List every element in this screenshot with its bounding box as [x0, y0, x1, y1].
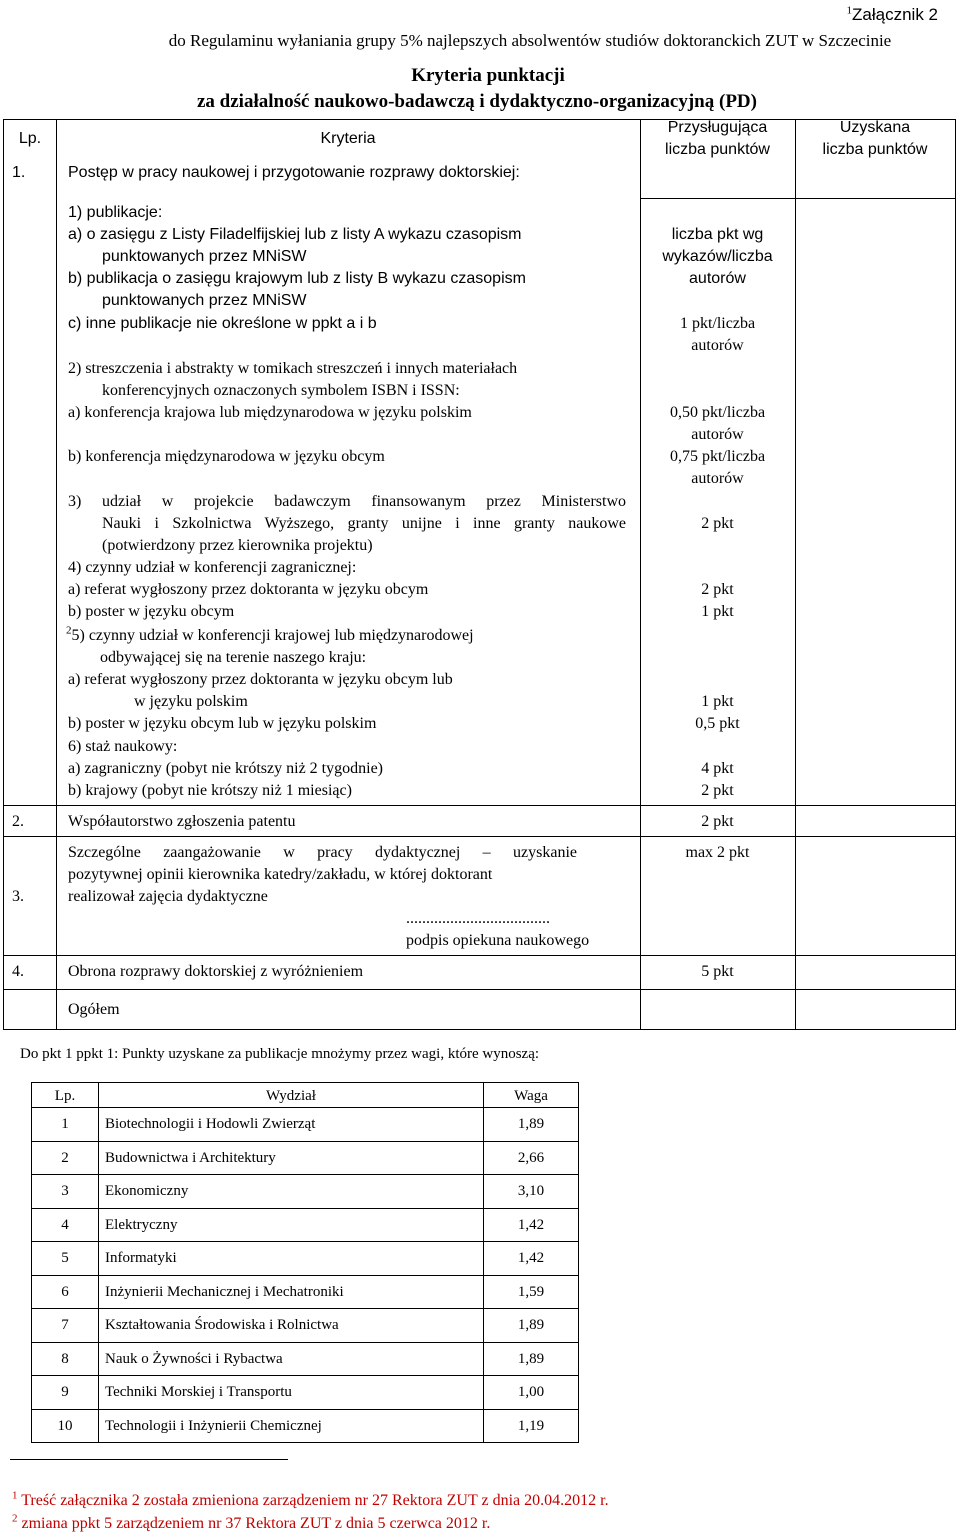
col-kryteria: Kryteria [320, 130, 376, 147]
item-6: 6) staż naukowy: [68, 738, 178, 755]
section-3-text: Szczególne zaangażowanie w pracy dydaktycznej – uzyskanie [68, 844, 577, 861]
weights-col-lp: Lp. [32, 1083, 99, 1108]
item-5a-cont: w języku polskim [134, 693, 248, 710]
points-2: 2 pkt [701, 813, 734, 830]
row-weight: 1,42 [484, 1208, 579, 1242]
section-3-text-3: realizował zajęcia dydaktyczne [68, 888, 268, 905]
points-3-max: max 2 pkt [685, 844, 750, 861]
item-5a: a) referat wygłoszony przez doktoranta w języku obcym lub [68, 671, 453, 688]
row-weight: 1,89 [484, 1108, 579, 1142]
section-3-num: 3. [12, 888, 24, 905]
row-weight: 1,89 [484, 1342, 579, 1376]
col-lp: Lp. [18, 130, 42, 147]
row-faculty: Nauk o Żywności i Rybactwa [99, 1342, 484, 1376]
table-row [32, 1242, 579, 1276]
footnote-1: $^1$ Treść załącznika 2 została zmieniona zarządzeniem nr 27 Rektora ZUT z dnia 20.04.2012 r. [12, 1489, 609, 1509]
weights-table [31, 1082, 579, 1443]
points-1ab: liczba pkt wg [671, 226, 764, 243]
page-title: Kryteria punktacji [411, 65, 565, 86]
points-2b: 0,75 pkt/liczba [669, 448, 766, 465]
section-2-text: Współautorstwo zgłoszenia patentu [68, 813, 296, 830]
row-num: 8 [32, 1342, 99, 1376]
row-weight: 1,59 [484, 1275, 579, 1309]
item-3-cont-2: (potwierdzony przez kierownika projektu) [102, 537, 373, 554]
item-2-cont: konferencyjnych oznaczonych symbolem ISBN i ISSN: [102, 382, 460, 399]
col-przyslugujaca-2: liczba punktów [665, 141, 770, 158]
row-num: 5 [32, 1242, 99, 1276]
row-faculty: Informatyki [99, 1242, 484, 1276]
regulation-line: do Regulaminu wyłaniania grupy 5% najlepszych absolwentów studiów doktoranckich ZUT w Szczecinie [168, 31, 892, 50]
table-row [32, 1175, 579, 1209]
row-weight: 3,10 [484, 1175, 579, 1209]
row-faculty: Inżynierii Mechanicznej i Mechatroniki [99, 1275, 484, 1309]
row-num: 1 [32, 1108, 99, 1142]
signature-dots: .................................... [406, 910, 550, 927]
rule [3, 955, 956, 956]
item-1a: a) o zasięgu z Listy Filadelfijskiej lub z listy A wykazu czasopism [68, 226, 522, 243]
row-num: 4 [32, 1208, 99, 1242]
section-4-text: Obrona rozprawy doktorskiej z wyróżnieniem [68, 963, 364, 980]
points-2a-2: autorów [691, 426, 744, 443]
row-num: 2 [32, 1141, 99, 1175]
item-1a-cont: punktowanych przez MNiSW [102, 248, 307, 265]
rule [955, 119, 956, 1030]
row-faculty: Techniki Morskiej i Transportu [99, 1376, 484, 1410]
points-5a: 1 pkt [701, 693, 734, 710]
weights-header-row [32, 1083, 579, 1108]
item-6b: b) krajowy (pobyt nie krótszy niż 1 miesiąc) [68, 782, 352, 799]
table-row [32, 1342, 579, 1376]
row-num: 10 [32, 1409, 99, 1443]
rule [640, 198, 956, 199]
signature-label: podpis opiekuna naukowego [406, 932, 590, 949]
section-4-num: 4. [12, 963, 24, 980]
footnote-ref-2: 2 [66, 624, 72, 637]
row-faculty: Kształtowania Środowiska i Rolnictwa [99, 1309, 484, 1343]
item-3-cont: Nauki i Szkolnictwa Wyższego, granty unijne i inne granty naukowe [102, 515, 626, 532]
rule [56, 119, 57, 1030]
item-4: 4) czynny udział w konferencji zagranicznej: [68, 559, 357, 576]
points-1ab-3: autorów [689, 270, 746, 287]
row-weight: 1,42 [484, 1242, 579, 1276]
points-1c: 1 pkt/liczba [679, 315, 756, 332]
item-5: $^2$5) czynny udział w konferencji krajowej lub międzynarodowej [66, 624, 474, 644]
item-1c: c) inne publikacje nie określone w ppkt a i b [68, 315, 377, 332]
footnote-separator [10, 1459, 288, 1460]
section-2-num: 2. [12, 813, 24, 830]
page-subtitle: za działalność naukowo-badawczą i dydaktyczno-organizacyjną (PD) [197, 91, 757, 112]
row-weight: 1,89 [484, 1309, 579, 1343]
points-4a: 2 pkt [701, 581, 734, 598]
total-label: Ogółem [68, 1001, 120, 1018]
row-faculty: Budownictwa i Architektury [99, 1141, 484, 1175]
points-2a: 0,50 pkt/liczba [669, 404, 766, 421]
points-1c-2: autorów [691, 337, 744, 354]
footnote-2-num: 2 [12, 1512, 18, 1525]
item-1b: b) publikacja o zasięgu krajowym lub z listy B wykazu czasopism [68, 270, 526, 287]
points-3: 2 pkt [701, 515, 734, 532]
rule [3, 119, 4, 1030]
section-1-num: 1. [12, 164, 26, 181]
col-uzyskana: Uzyskana [839, 119, 911, 136]
rule [795, 119, 796, 1030]
rule [3, 1029, 956, 1030]
row-faculty: Biotechnologii i Hodowli Zwierząt [99, 1108, 484, 1142]
row-faculty: Technologii i Inżynierii Chemicznej [99, 1409, 484, 1443]
points-4: 5 pkt [701, 963, 734, 980]
col-uzyskana-2: liczba punktów [822, 141, 928, 158]
footnote-ref-1: 1 [846, 4, 853, 17]
points-2b-2: autorów [691, 470, 744, 487]
points-1ab-2: wykazów/liczba [662, 248, 773, 265]
rule [3, 836, 956, 837]
item-6a: a) zagraniczny (pobyt nie krótszy niż 2 tygodnie) [68, 760, 383, 777]
row-num: 6 [32, 1275, 99, 1309]
weights-col-waga: Waga [484, 1083, 579, 1108]
points-4b: 1 pkt [701, 603, 734, 620]
col-przyslugujaca: Przysługująca [667, 119, 768, 136]
footnote-1-num: 1 [12, 1489, 18, 1502]
item-5b: b) poster w języku obcym lub w języku polskim [68, 715, 377, 732]
points-6b: 2 pkt [701, 782, 734, 799]
table-row [32, 1141, 579, 1175]
points-6a: 4 pkt [701, 760, 734, 777]
rule [3, 805, 956, 806]
attachment-label: $^1$Załącznik 2 [846, 4, 938, 24]
section-3-text-2: pozytywnej opinii kierownika katedry/zakładu, w której doktorant [68, 866, 493, 883]
row-weight: 2,66 [484, 1141, 579, 1175]
table-row [32, 1309, 579, 1343]
row-num: 3 [32, 1175, 99, 1209]
row-faculty: Ekonomiczny [99, 1175, 484, 1209]
item-3-num: 3) [68, 493, 82, 510]
row-weight: 1,19 [484, 1409, 579, 1443]
item-4a: a) referat wygłoszony przez doktoranta w języku obcym [68, 581, 429, 598]
row-num: 7 [32, 1309, 99, 1343]
item-5-cont: odbywającej się na terenie naszego kraju: [100, 649, 367, 666]
item-2b: b) konferencja międzynarodowa w języku obcym [68, 448, 385, 465]
table-row [32, 1108, 579, 1142]
footnote-2: $^2$ zmiana ppkt 5 zarządzeniem nr 37 Rektora ZUT z dnia 5 czerwca 2012 r. [12, 1512, 491, 1532]
item-1b-cont: punktowanych przez MNiSW [102, 292, 307, 309]
table-row [32, 1275, 579, 1309]
item-2: 2) streszczenia i abstrakty w tomikach streszczeń i innych materiałach [68, 360, 518, 377]
row-weight: 1,00 [484, 1376, 579, 1410]
table-row [32, 1376, 579, 1410]
item-3: udział w projekcie badawczym finansowanym przez Ministerstwo [102, 493, 626, 510]
row-faculty: Elektryczny [99, 1208, 484, 1242]
item-1: 1) publikacje: [68, 204, 163, 221]
points-5b: 0,5 pkt [695, 715, 740, 732]
weights-note: Do pkt 1 ppkt 1: Punkty uzyskane za publikacje mnożymy przez wagi, które wynoszą: [20, 1046, 540, 1062]
row-num: 9 [32, 1376, 99, 1410]
weights-col-wydzial: Wydział [99, 1083, 484, 1108]
rule [3, 989, 956, 990]
table-row [32, 1208, 579, 1242]
item-2a: a) konferencja krajowa lub międzynarodowa w języku polskim [68, 404, 472, 421]
item-4b: b) poster w języku obcym [68, 603, 235, 620]
table-row [32, 1409, 579, 1443]
section-1-title: Postęp w pracy naukowej i przygotowanie rozprawy doktorskiej: [68, 164, 520, 181]
